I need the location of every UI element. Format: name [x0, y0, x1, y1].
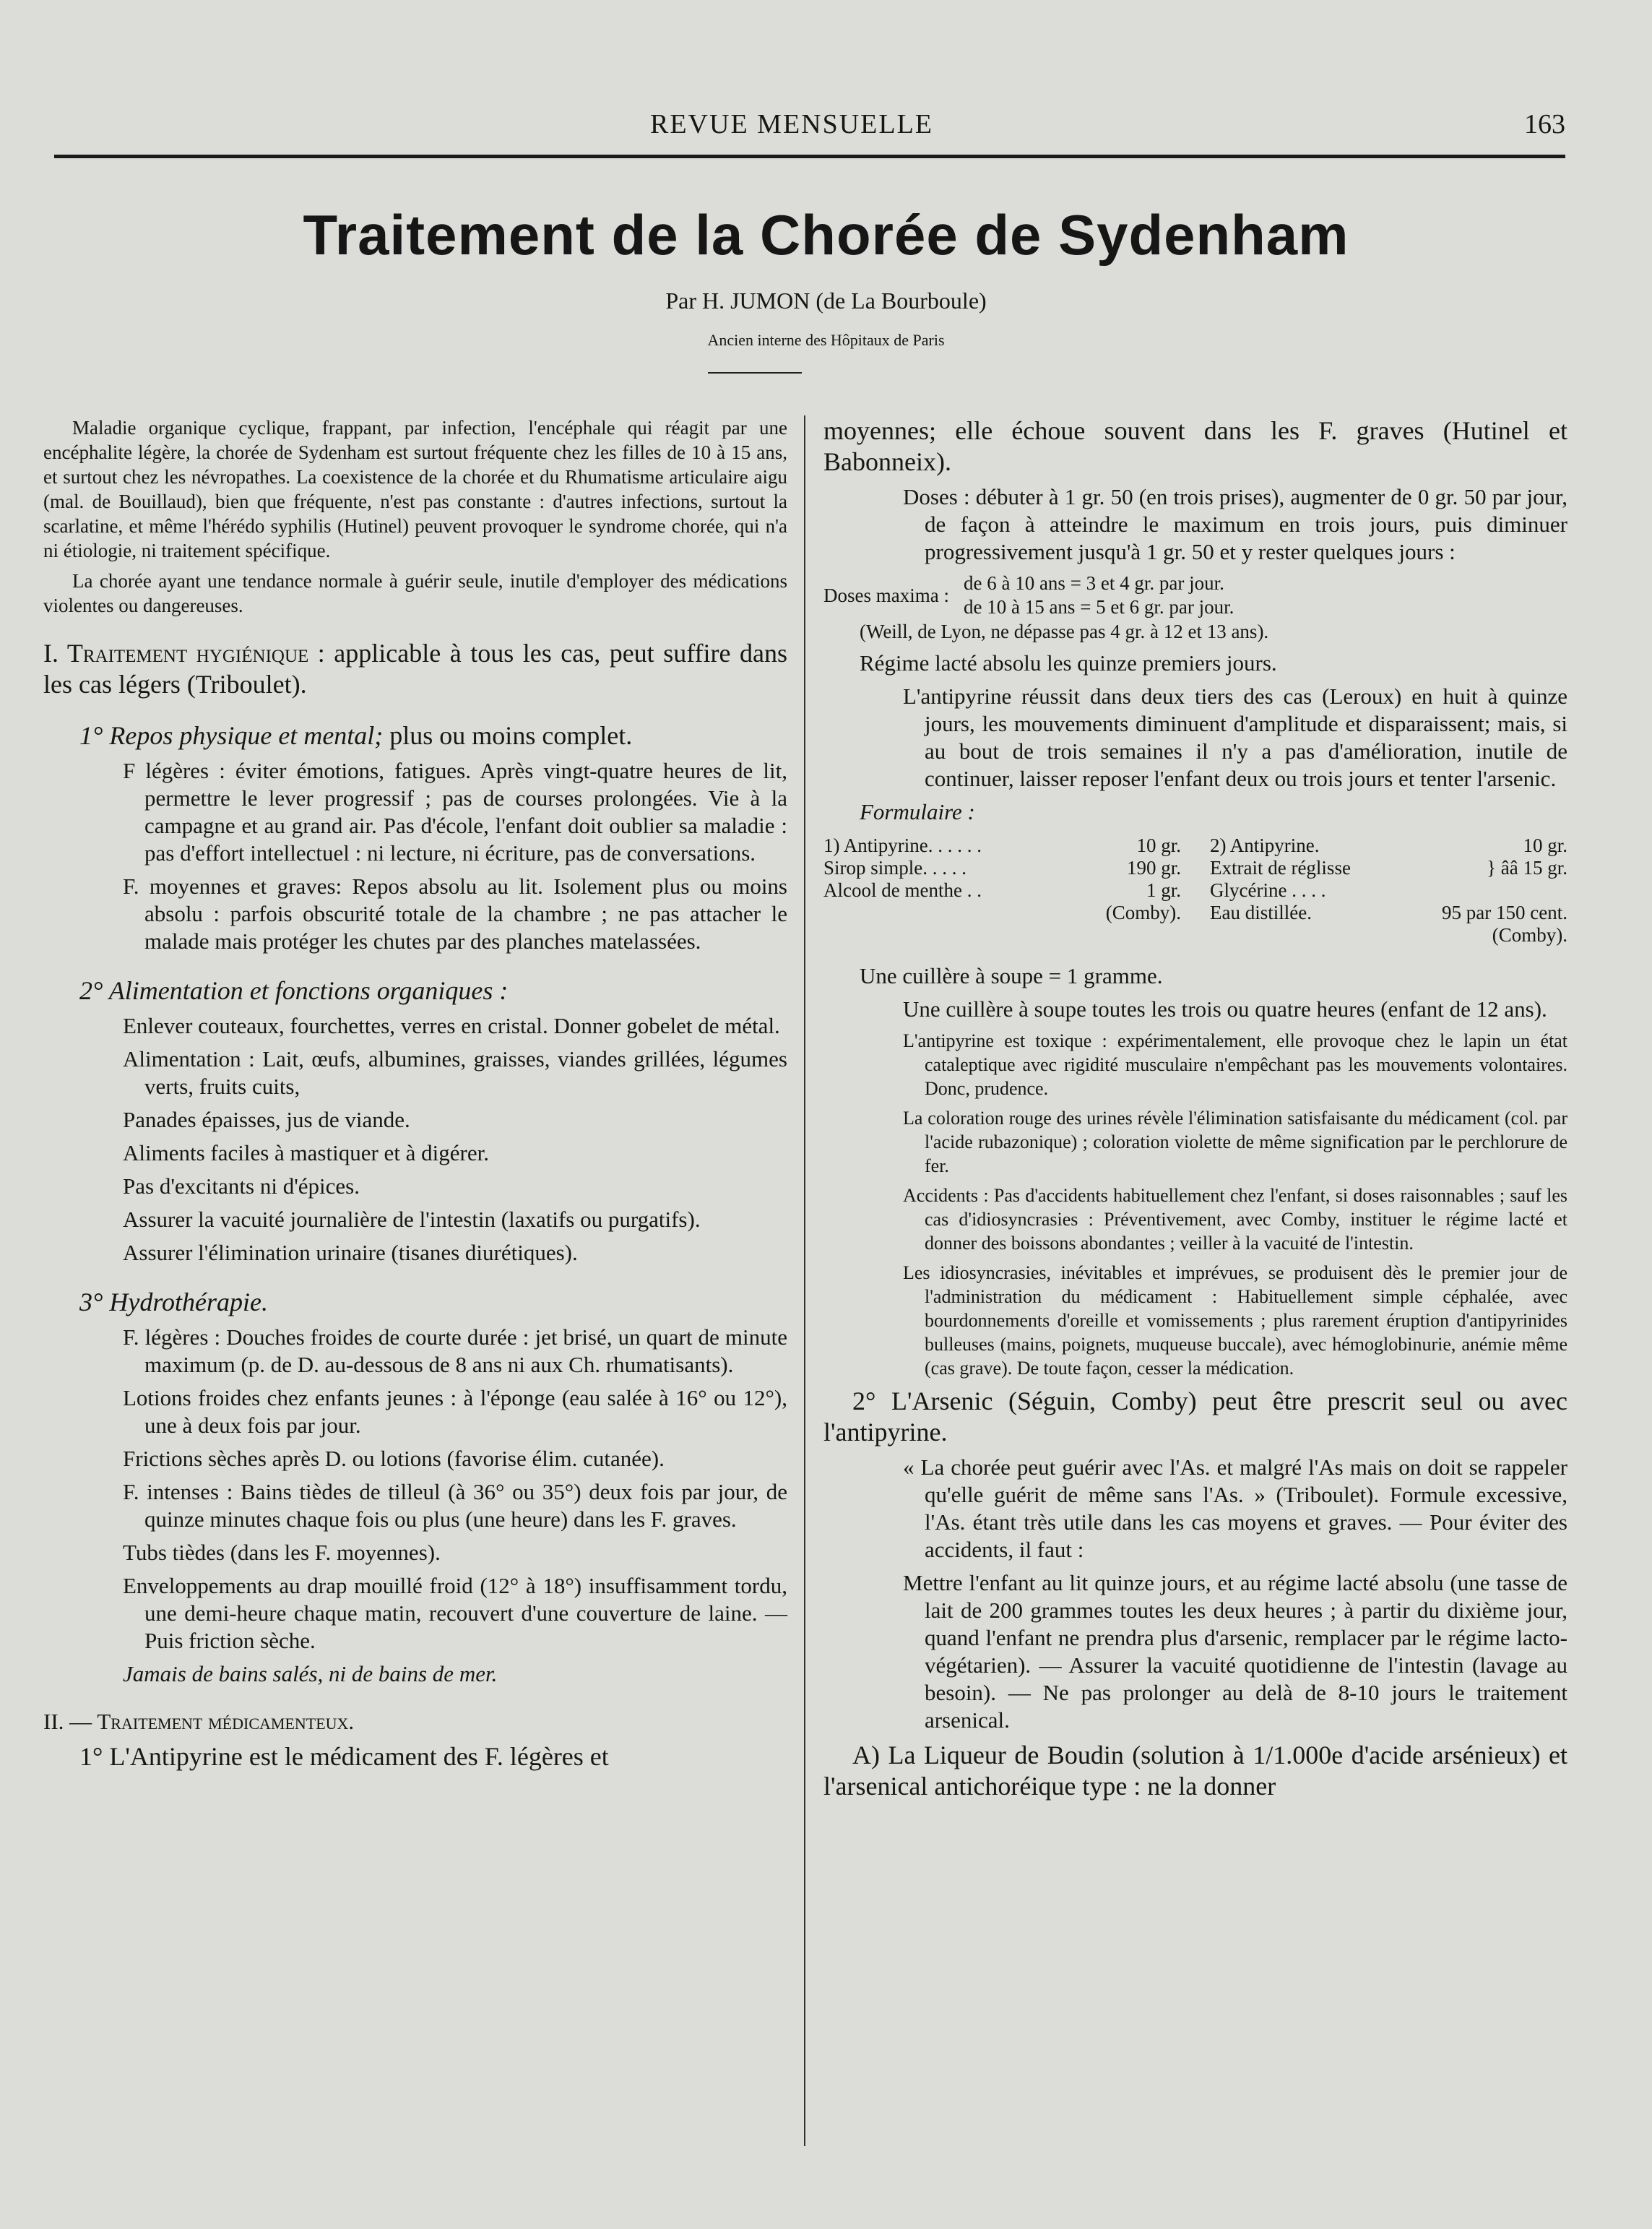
accidents-note: Accidents : Pas d'accidents habituellement chez l'enfant, si doses raisonnables ; sauf les cas d'idiosyncrasies : Préventivement, avec Comby, instituer le régime lacté et donner des boissons abondantes ; veiller à la vacuité de l'intestin.	[903, 1185, 1567, 1254]
right-column	[823, 415, 1567, 1808]
idiosyncrasies-note: Les idiosyncrasies, inévitables et imprévues, se produisent dès le premier jour de l'administration du médicament : Habituellement simple céphalée, avec bourdonnements d'oreille et vomissements ; plus rarement éruption d'antipyrinides bulleuses (mains, poignets, muqueuse buccale), avec hémoglobinurie, anémie même (cas grave). De toute façon, cesser la médication.	[903, 1262, 1567, 1379]
formulaire-title: Formulaire :	[860, 799, 975, 824]
formula-row: (Comby).	[1492, 924, 1567, 946]
section-hygiene-text: applicable à tous les cas, peut suffire dans les cas légers (Triboulet).	[43, 639, 787, 699]
repos-graves: F. moyennes et graves: Repos absolu au lit. Isolement plus ou moins absolu : parfois obscurité totale de la chambre ; ne pas attacher le malade mais protéger les chutes par des planches matelassées.	[123, 874, 787, 954]
hydro-line: Lotions froides chez enfants jeunes : à l'éponge (eau salée à 16° ou 12°), une à deux fois par jour.	[123, 1385, 787, 1438]
antipyrine-intro: 1° L'Antipyrine est le médicament des F. légères et	[79, 1742, 609, 1771]
hydro-line: Tubs tièdes (dans les F. moyennes).	[123, 1540, 441, 1565]
article-title: Traitement de la Chorée de Sydenham	[303, 203, 1349, 267]
formula-row: Eau distillée. 95 par 150 cent.	[1210, 902, 1567, 923]
formula-row: 1) Antipyrine. . . . . . 10 gr.	[823, 835, 1181, 856]
alim-line: Pas d'excitants ni d'épices.	[123, 1173, 360, 1199]
alim-line: Alimentation : Lait, œufs, albumines, graisses, viandes grillées, légumes verts, fruits cuits,	[123, 1046, 787, 1099]
formula-row: Glycérine . . . .	[1210, 879, 1326, 901]
cuillere-frequency: Une cuillère à soupe toutes les trois ou quatre heures (enfant de 12 ans).	[903, 996, 1547, 1022]
formula-1	[823, 835, 1181, 947]
dose-range-2: de 10 à 15 ans = 5 et 6 gr. par jour.	[963, 596, 1234, 618]
subsection-alimentation: 2° Alimentation et fonctions organiques :	[79, 976, 509, 1005]
antipyrine-efficacy: L'antipyrine réussit dans deux tiers des cas (Leroux) en huit à quinze jours, les mouvements diminuent d'amplitude et disparaissent; mais, si au bout de trois semaines il n'y a pas d'amélioration, inutile de continuer, laisser reposer l'enfant deux ou trois jours et tenter l'arsenic.	[903, 684, 1567, 791]
weill-note: (Weill, de Lyon, ne dépasse pas 4 gr. à 12 et 13 ans).	[860, 621, 1269, 642]
hydro-line: Jamais de bains salés, ni de bains de mer.	[123, 1661, 498, 1686]
formula-row: Alcool de menthe . . 1 gr.	[823, 879, 1181, 901]
column-divider	[804, 415, 805, 2146]
section-hygiene-title: I. Traitement hygiénique :	[43, 639, 325, 668]
left-column	[43, 415, 787, 1778]
article-author: Par H. JUMON (de La Bourboule)	[665, 288, 987, 314]
formula-row: Sirop simple. . . . . 190 gr.	[823, 857, 1181, 879]
alim-line: Aliments faciles à mastiquer et à digérer.	[123, 1140, 490, 1165]
cuillere-dose: Une cuillère à soupe = 1 gramme.	[860, 963, 1163, 988]
mettre-au-lit: Mettre l'enfant au lit quinze jours, et au régime lacté absolu (une tasse de lait de 200 grammes toutes les deux heures ; à partir du dixième jour, quand l'enfant ne prendra plus d'arsenic, remplacer par le régime lacto-végétarien). — Assurer la vacuité quotidienne de l'intestin (lavage au besoin). — Ne pas prolonger au delà de 8-10 jours le traitement arsenical.	[903, 1570, 1567, 1733]
doses-paragraph: Doses : débuter à 1 gr. 50 (en trois prises), augmenter de 0 gr. 50 par jour, de façon à atteindre le maximum en trois jours, puis diminuer progressivement jusqu'à 1 gr. 50 et y rester quelques jours :	[903, 484, 1567, 564]
intro-paragraph-2: La chorée ayant une tendance normale à guérir seule, inutile d'employer des médications violentes ou dangereuses.	[43, 570, 787, 616]
subsection-repos	[43, 720, 787, 751]
alim-line: Assurer l'élimination urinaire (tisanes diurétiques).	[123, 1240, 578, 1265]
hydro-line: Enveloppements au drap mouillé froid (12° à 18°) insuffisamment tordu, une demi-heure chaque matin, recouvert d'une couverture de laine. — Puis friction sèche.	[123, 1573, 787, 1653]
formula-2	[1210, 835, 1567, 947]
section-hygiene	[43, 638, 787, 700]
hydro-line: F. intenses : Bains tièdes de tilleul (à 36° ou 35°) deux fois par jour, de quinze minutes chaque fois ou plus (une heure) dans les F. graves.	[123, 1479, 787, 1532]
page-number: 163	[1524, 109, 1565, 139]
hydro-line: Frictions sèches après D. ou lotions (favorise élim. cutanée).	[123, 1446, 665, 1471]
alim-line: Panades épaisses, jus de viande.	[123, 1107, 410, 1132]
doses-maxima	[823, 572, 1567, 619]
formula-row: Extrait de réglisse } ââ 15 gr.	[1210, 857, 1567, 879]
liqueur-de-boudin: A) La Liqueur de Boudin (solution à 1/1.000e d'acide arsénieux) et l'arsenical antichoréique type : ne la donner	[823, 1741, 1567, 1801]
doses-maxima-values	[964, 572, 1234, 619]
arsenic-paragraph: 2° L'Arsenic (Séguin, Comby) peut être prescrit seul ou avec l'antipyrine.	[823, 1387, 1567, 1447]
intro-paragraph: Maladie organique cyclique, frappant, par infection, l'encéphale qui réagit par une encéphalite légère, la chorée de Sydenham est surtout fréquente chez les filles de 10 à 15 ans, et surtout chez les névropathes. La coexistence de la chorée et du Rhumatisme articulaire aigu (mal. de Bouillaud), bien que fréquente, n'est pas constante : d'autres infections, surtout la scarlatine, et même l'hérédo syphilis (Hutinel) peuvent provoquer le syndrome chorée, qui n'a ni étiologie, ni traitement spécifique.	[43, 417, 787, 561]
toxicity-note: L'antipyrine est toxique : expérimentalement, elle provoque chez le lapin un état cataleptique avec rigidité musculaire n'empêchant pas les mouvements volontaires. Donc, prudence.	[903, 1030, 1567, 1099]
title-divider	[708, 372, 802, 374]
triboulet-quote: « La chorée peut guérir avec l'As. et malgré l'As mais on doit se rappeler qu'elle guérit de même sans l'As. » (Triboulet). Formule excessive, l'As. étant très utile dans les cas moyens et graves. — Pour éviter des accidents, il faut :	[903, 1454, 1567, 1562]
subsection-repos-text: plus ou moins complet.	[383, 721, 633, 750]
regime-lacte: Régime lacté absolu les quinze premiers jours.	[860, 650, 1277, 676]
running-header: REVUE MENSUELLE	[650, 109, 934, 139]
author-affiliation: Ancien interne des Hôpitaux de Paris	[707, 331, 945, 349]
subsection-repos-title: 1° Repos physique et mental;	[79, 721, 384, 750]
section-medicamenteux: II. — Traitement médicamenteux.	[43, 1709, 355, 1734]
formula-row: 2) Antipyrine. 10 gr.	[1210, 835, 1567, 856]
hydro-line: F. légères : Douches froides de courte durée : jet brisé, un quart de minute maximum (p. de D. au-dessous de 8 ans ni aux Ch. rhumatisants).	[123, 1324, 787, 1377]
header-rule	[54, 155, 1565, 158]
antipyrine-continuation: moyennes; elle échoue souvent dans les F. graves (Hutinel et Babonneix).	[823, 416, 1567, 476]
formula-row: (Comby).	[1105, 902, 1181, 923]
urine-coloration-note: La coloration rouge des urines révèle l'élimination satisfaisante du médicament (col. par l'acide rubazonique) ; coloration violette de même signification par le perchlorure de fer.	[903, 1108, 1567, 1176]
alim-line: Assurer la vacuité journalière de l'intestin (laxatifs ou purgatifs).	[123, 1207, 701, 1232]
doses-maxima-label: Doses maxima :	[823, 584, 949, 606]
formulaire	[823, 835, 1567, 947]
dose-range-1: de 6 à 10 ans = 3 et 4 gr. par jour.	[963, 572, 1224, 594]
alim-line: Enlever couteaux, fourchettes, verres en cristal. Donner gobelet de métal.	[123, 1013, 780, 1038]
repos-legeres: F légères : éviter émotions, fatigues. Après vingt-quatre heures de lit, permettre le lever progressif ; pas de courses prolongées. Vie à la campagne et au grand air. Pas d'école, l'enfant doit oublier sa maladie : pas d'effort intellectuel : ni lecture, ni écriture, pas de conversations.	[123, 758, 787, 866]
subsection-hydrotherapie: 3° Hydrothérapie.	[79, 1288, 269, 1316]
